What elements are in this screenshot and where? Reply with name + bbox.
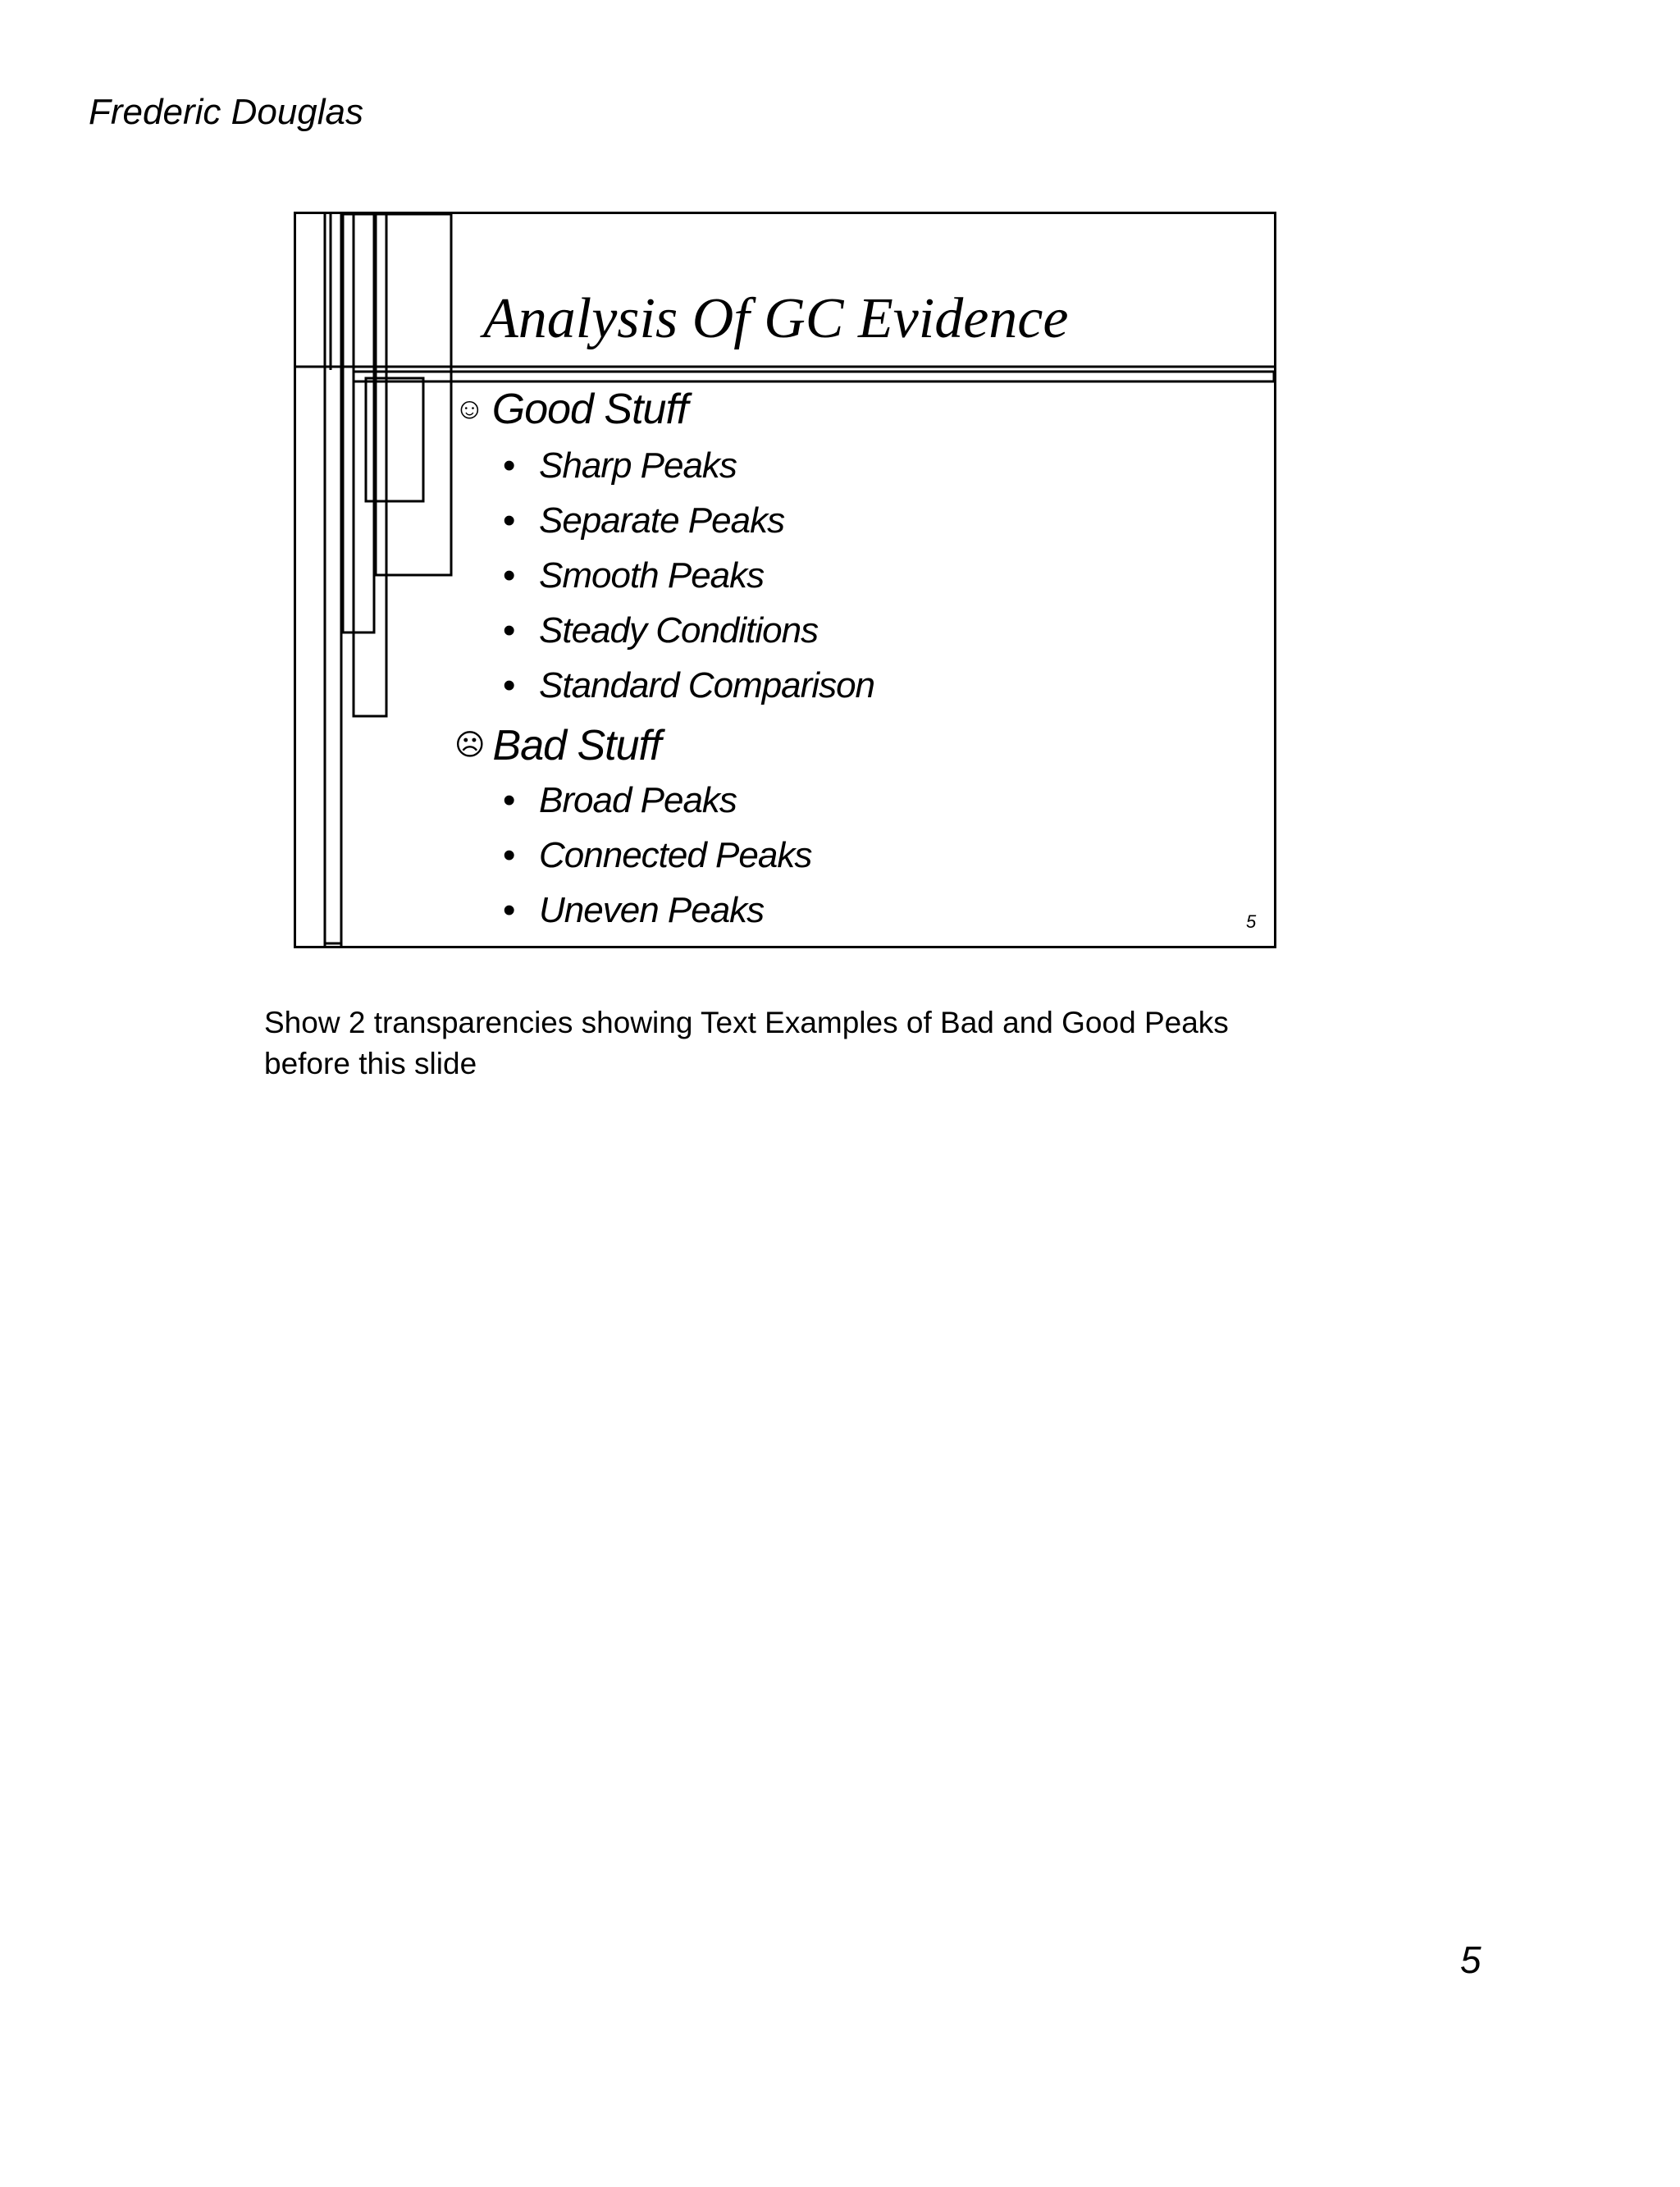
frowning-face-icon: ☹: [454, 728, 485, 761]
bullet-item: • Connected Peaks: [503, 835, 812, 875]
section-heading-bad: ☹ Bad Stuff: [454, 722, 661, 769]
bullet-item: • Sharp Peaks: [503, 445, 737, 486]
section-heading-good: ☺ Good Stuff: [454, 386, 688, 433]
bullet-item: • Separate Peaks: [503, 500, 785, 541]
author-name: Frederic Douglas: [89, 92, 364, 132]
bullet-item: • Smooth Peaks: [503, 555, 765, 596]
slide-title: Analysis Of GC Evidence: [483, 287, 1069, 350]
slide: [294, 212, 1276, 948]
page-number: 5: [1460, 1938, 1481, 1981]
bullet-item: • Broad Peaks: [503, 780, 737, 820]
bullet-item: • Standard Comparison: [503, 665, 875, 705]
smiley-face-icon: ☺: [454, 391, 484, 425]
bullet-item: • Uneven Peaks: [503, 890, 765, 930]
bullet-item: • Steady Conditions: [503, 610, 819, 651]
speaker-note: Show 2 transparencies showing Text Examples of Bad and Good Peaks before this slide: [264, 1006, 1229, 1080]
slide-number: 5: [1246, 911, 1257, 932]
